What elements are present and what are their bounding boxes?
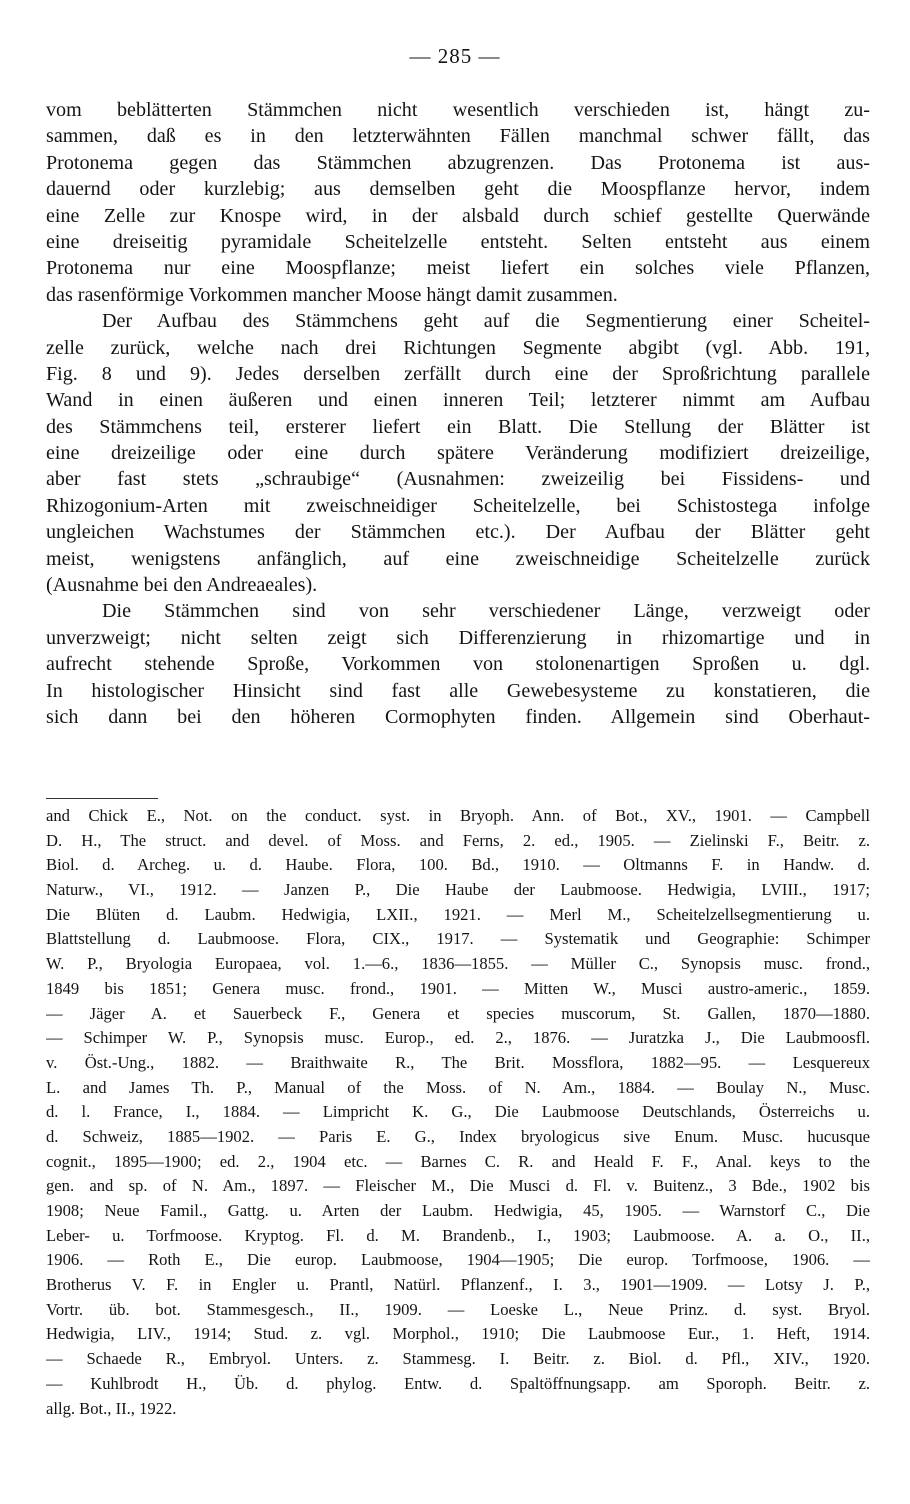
text-line: dauernd oder kurzlebig; aus demselben geht die Moospflanze hervor, indem (46, 178, 870, 201)
text-line: Wand in einen äußeren und einen inneren Teil; letzterer nimmt am Aufbau (46, 389, 870, 412)
footnote-line: W. P., Bryologia Europaea, vol. 1.—6., 1836—1855. — Müller C., Synopsis musc. frond., (46, 954, 870, 974)
text-line: (Ausnahme bei den Andreaeales). (46, 574, 318, 597)
footnote-line: allg. Bot., II., 1922. (46, 1398, 177, 1418)
main-text (46, 97, 870, 730)
text-line: Protonema gegen das Stämmchen abzugrenzen. Das Protonema ist aus- (46, 151, 870, 174)
text-line: eine dreizeilige oder eine durch spätere Veränderung modifiziert dreizeilige, (46, 442, 870, 465)
text-line: das rasenförmige Vorkommen mancher Moose hängt damit zusammen. (46, 283, 618, 306)
text-line: ungleichen Wachstumes der Stämmchen etc.). Der Aufbau der Blätter geht (46, 521, 870, 544)
text-line: sammen, daß es in den letzterwähnten Fällen manchmal schwer fällt, das (46, 125, 870, 148)
text-line: Fig. 8 und 9). Jedes derselben zerfällt durch eine der Sproßrichtung parallele (46, 362, 870, 385)
text-line: des Stämmchens teil, ersterer liefert ein Blatt. Die Stellung der Blätter ist (46, 415, 870, 438)
footnote-line: v. Öst.-Ung., 1882. — Braithwaite R., The Brit. Mossflora, 1882—95. — Lesquereux (46, 1052, 870, 1072)
page-number: — 285 — (409, 44, 501, 68)
footnote-line: and Chick E., Not. on the conduct. syst. in Bryoph. Ann. of Bot., XV., 1901. — Campbell (46, 806, 870, 825)
text-line: unverzweigt; nicht selten zeigt sich Differenzierung in rhizomartige und in (46, 626, 870, 649)
text-line: eine dreiseitig pyramidale Scheitelzelle entsteht. Selten entsteht aus einem (46, 230, 870, 253)
paragraph-1 (46, 97, 870, 308)
text-line: meist, wenigstens anfänglich, auf eine zweischneidige Scheitelzelle zurück (46, 547, 870, 570)
footnote-line: — Schaede R., Embryol. Unters. z. Stammesg. I. Beitr. z. Biol. d. Pfl., XIV., 1920. (46, 1349, 870, 1369)
footnote-line: Naturw., VI., 1912. — Janzen P., Die Haube der Laubmoose. Hedwigia, LVIII., 1917; (46, 880, 870, 900)
footnote-line: — Schimper W. P., Synopsis musc. Europ., ed. 2., 1876. — Juratzka J., Die Laubmoosfl. (46, 1028, 870, 1048)
text-line: aber fast stets „schraubige“ (Ausnahmen: zweizeilig bei Fissidens- und (46, 468, 870, 491)
text-line: Die Stämmchen sind von sehr verschiedener Länge, verzweigt oder (102, 600, 870, 623)
footnote-line: 1906. — Roth E., Die europ. Laubmoose, 1904—1905; Die europ. Torfmoose, 1906. — (46, 1250, 870, 1270)
footnote-line: Die Blüten d. Laubm. Hedwigia, LXII., 1921. — Merl M., Scheitelzellsegmentierung u. (46, 904, 870, 924)
footnote-line: Vortr. üb. bot. Stammesgesch., II., 1909. — Loeske L., Neue Prinz. d. syst. Bryol. (46, 1299, 870, 1319)
footnote-line: L. and James Th. P., Manual of the Moss. of N. Am., 1884. — Boulay N., Musc. (46, 1077, 870, 1097)
text-line: eine Zelle zur Knospe wird, in der alsbald durch schief gestellte Querwände (46, 204, 870, 227)
footnote-line: Brotherus V. F. in Engler u. Prantl, Natürl. Pflanzenf., I. 3., 1901—1909. — Lotsy J. P., (46, 1275, 870, 1295)
footnote-line: Leber- u. Torfmoose. Kryptog. Fl. d. M. Brandenb., I., 1903; Laubmoose. A. a. O., II., (46, 1225, 870, 1245)
footnote-line: D. H., The struct. and devel. of Moss. and Ferns, 2. ed., 1905. — Zielinski F., Beitr. z. (46, 830, 870, 850)
footnote-line: Biol. d. Archeg. u. d. Haube. Flora, 100. Bd., 1910. — Oltmanns F. in Handw. d. (46, 855, 870, 875)
text-line: zelle zurück, welche nach drei Richtungen Segmente abgibt (vgl. Abb. 191, (46, 336, 870, 359)
footnote-line: 1849 bis 1851; Genera musc. frond., 1901. — Mitten W., Musci austro-americ., 1859. (46, 978, 870, 998)
footnote-line: Blattstellung d. Laubmoose. Flora, CIX., 1917. — Systematik und Geographie: Schimper (46, 929, 870, 949)
footnote-line: Hedwigia, LIV., 1914; Stud. z. vgl. Morphol., 1910; Die Laubmoose Eur., 1. Heft, 1914. (46, 1324, 870, 1344)
paragraph-3 (46, 598, 870, 730)
text-line: In histologischer Hinsicht sind fast alle Gewebesysteme zu konstatieren, die (46, 679, 870, 702)
footnote-line: 1908; Neue Famil., Gattg. u. Arten der Laubm. Hedwigia, 45, 1905. — Warnstorf C., Die (46, 1201, 870, 1220)
paragraph-2 (46, 308, 870, 598)
footnote-line: gen. and sp. of N. Am., 1897. — Fleischer M., Die Musci d. Fl. v. Buitenz., 3 Bde., 1902 bis (46, 1176, 870, 1196)
footnote-line: cognit., 1895—1900; ed. 2., 1904 etc. — Barnes C. R. and Heald F. F., Anal. keys to the (46, 1151, 870, 1171)
text-line: Rhizogonium-Arten mit zweischneidiger Scheitelzelle, bei Schistostega infolge (46, 494, 870, 517)
text-line: sich dann bei den höheren Cormophyten finden. Allgemein sind Oberhaut- (46, 705, 870, 728)
footnote-divider (46, 798, 158, 799)
footnote-line: d. Schweiz, 1885—1902. — Paris E. G., Index bryologicus sive Enum. Musc. hucusque (46, 1126, 870, 1146)
text-line: Der Aufbau des Stämmchens geht auf die Segmentierung einer Scheitel- (102, 310, 870, 333)
footnote-line: d. l. France, I., 1884. — Limpricht K. G., Die Laubmoose Deutschlands, Österreichs u. (46, 1102, 870, 1122)
footnote-line: — Kuhlbrodt H., Üb. d. phylog. Entw. d. Spaltöffnungsapp. am Sporoph. Beitr. z. (46, 1373, 870, 1393)
text-line: vom beblätterten Stämmchen nicht wesentlich verschieden ist, hängt zu- (46, 99, 870, 121)
text-line: Protonema nur eine Moospflanze; meist liefert ein solches viele Pflanzen, (46, 257, 870, 280)
text-line: aufrecht stehende Sproße, Vorkommen von stolonenartigen Sproßen u. dgl. (46, 653, 870, 676)
footnote (46, 804, 870, 1421)
footnote-line: — Jäger A. et Sauerbeck F., Genera et species muscorum, St. Gallen, 1870—1880. (46, 1003, 870, 1023)
